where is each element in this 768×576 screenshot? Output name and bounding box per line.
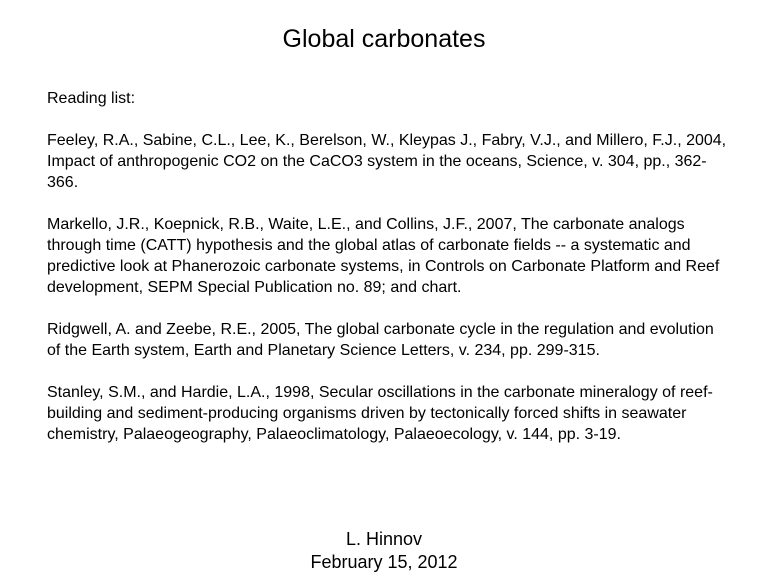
- reference-list: [47, 130, 727, 445]
- reference-item-feeley: Feeley, R.A., Sabine, C.L., Lee, K., Berelson, W., Kleypas J., Fabry, V.J., and Millero, F.J., 2004, Impact of anthropogenic CO2 on the CaCO3 system in the oceans, Science, v. 304, pp., 362-366.: [47, 132, 727, 191]
- reference-item-ridgwell: Ridgwell, A. and Zeebe, R.E., 2005, The global carbonate cycle in the regulation and evolution of the Earth system, Earth and Planetary Science Letters, v. 234, pp. 299-315.: [47, 321, 714, 359]
- reference-item-markello: Markello, J.R., Koepnick, R.B., Waite, L.E., and Collins, J.F., 2007, The carbonate analogs through time (CATT) hypothesis and the global atlas of carbonate fields -- a systematic and predictive look at Phanerozoic carbonate systems, in Controls on Carbonate Platform and Reef development, SEPM Special Publication no. 89; and chart.: [47, 216, 720, 296]
- presentation-date: February 15, 2012: [310, 552, 458, 572]
- reference-item-stanley: Stanley, S.M., and Hardie, L.A., 1998, Secular oscillations in the carbonate mineralogy of reef-building and sediment-producing organisms driven by tectonically forced shifts in seawater chemistry, Palaeogeography, Palaeoclimatology, Palaeoecology, v. 144, pp. 3-19.: [47, 384, 713, 443]
- reading-list: [47, 88, 727, 466]
- reading-list-heading: Reading list:: [47, 90, 136, 107]
- footer: [0, 528, 768, 574]
- page-title: Global carbonates: [282, 25, 486, 53]
- author-name: L. Hinnov: [345, 529, 423, 549]
